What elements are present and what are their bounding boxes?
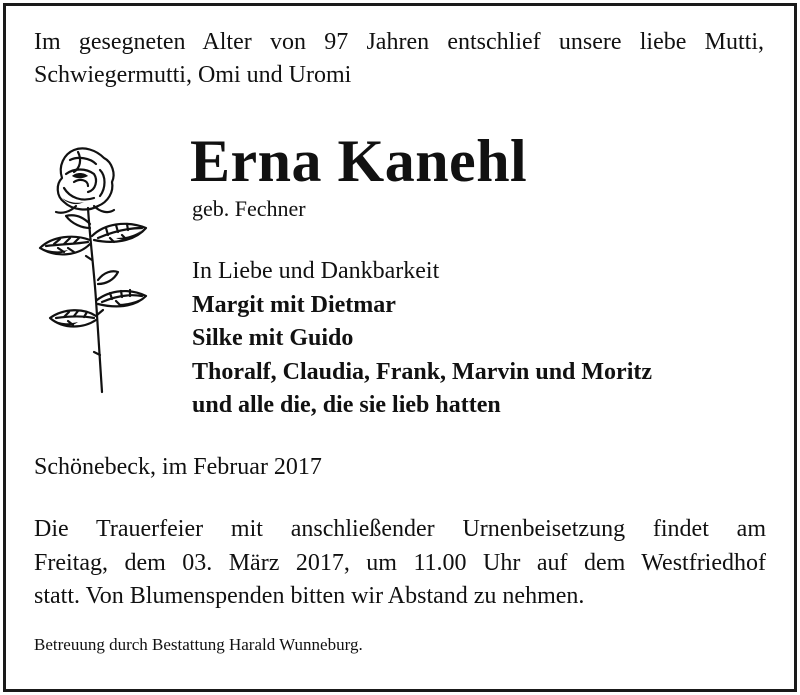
mourner-line: Thoralf, Claudia, Frank, Marvin und Moritz [192, 358, 653, 385]
intro-text: Im gesegneten Alter von 97 Jahren entschlief unsere liebe Mutti, Schwiegermutti, Omi und Uromi [34, 29, 764, 88]
mourner-line: Margit mit Dietmar [192, 291, 396, 318]
maiden-name: geb. Fechner [192, 196, 306, 221]
service-line: statt. Von Blumenspenden bitten wir Abstand zu nehmen. [34, 583, 585, 609]
deceased-name: Erna Kanehl [190, 128, 528, 194]
service-notice [34, 513, 766, 614]
funeral-home-note: Betreuung durch Bestattung Harald Wunneburg. [34, 635, 363, 654]
mourner-line: Silke mit Guido [192, 325, 354, 351]
place-date: Schönebeck, im Februar 2017 [34, 454, 322, 480]
service-line: Die Trauerfeier mit anschließender Urnenbeisetzung findet am [34, 516, 766, 542]
mourners-block [192, 255, 652, 423]
rose-icon [34, 140, 169, 400]
mourner-line: und alle die, die sie lieb hatten [192, 392, 501, 418]
mourners-intro: In Liebe und Dankbarkeit [192, 258, 440, 284]
service-line: Freitag, dem 03. März 2017, um 11.00 Uhr auf dem Westfriedhof [34, 549, 766, 576]
